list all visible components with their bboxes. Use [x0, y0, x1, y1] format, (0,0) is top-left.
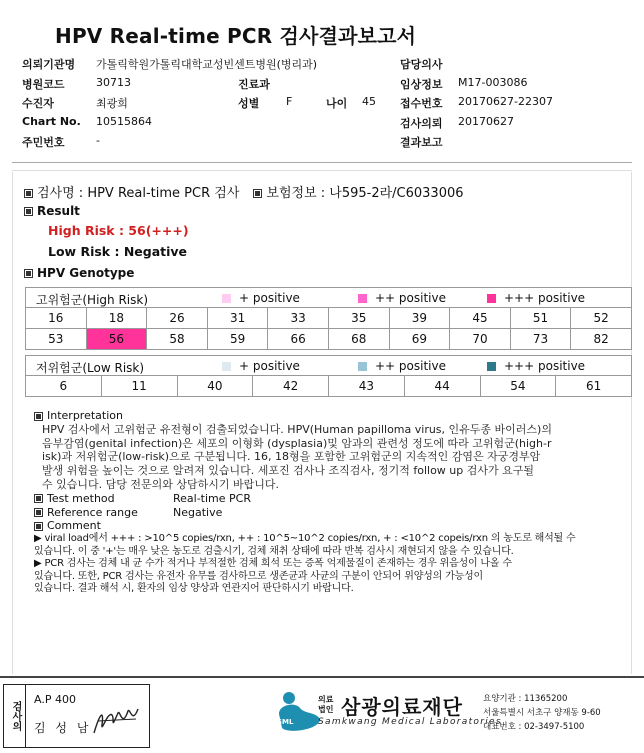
genotype-cell: 16: [26, 308, 87, 329]
field-label: 검사의뢰: [400, 116, 443, 130]
text-line: 발생 위험을 높이는 것으로 알려져 있습니다. 세포진 검사나 조직검사, 정기적 follow up 검사가 요구될: [42, 464, 535, 478]
text-line: ▶ PCR 검사는 검체 내 균 수가 적거나 부적절한 검체 희석 또는 증폭 억제물질이 존재하는 경우 위음성이 나올 수: [34, 558, 512, 570]
genotype-cell: 82: [571, 329, 632, 350]
legend-item: + positive: [222, 291, 300, 305]
divider: [12, 162, 632, 163]
text-line: ▶ viral load에서 +++ : >10^5 copies/rxn, ++ : 10^5~10^2 copies/rxn, + : <10^2 copeis/rxn 의 농도로 해석될 수: [34, 533, 576, 545]
genotype-cell: 6: [26, 376, 102, 397]
header-row: [22, 132, 632, 152]
organization-english-name: Samkwang Medical Laboratories: [318, 717, 502, 727]
legend-item: + positive: [222, 359, 300, 373]
checkbox-icon: [34, 494, 43, 503]
reference-range: Reference range Negative: [34, 506, 624, 520]
genotype-cell: 35: [328, 308, 389, 329]
legend-item: +++ positive: [487, 291, 585, 305]
genotype-cell: 45: [450, 308, 511, 329]
info-line: 요양기관 : 11365200: [483, 694, 568, 704]
genotype-row: [26, 376, 632, 397]
genotype-cell: 31: [207, 308, 268, 329]
signature-box: [3, 684, 150, 748]
legend-swatch: [358, 362, 367, 371]
genotype-cell: 33: [268, 308, 329, 329]
genotype-cell: 11: [101, 376, 177, 397]
sml-logo-icon: [276, 688, 322, 734]
comment-heading: Comment: [34, 519, 624, 533]
text-line: 음부감염(genital infection)은 세포의 이형화 (dysplasia)및 암과의 관련성 정도에 따라 고위험군(high-r: [42, 436, 552, 450]
header-row: [22, 93, 632, 113]
field-value: 가톨릭학원가톨릭대학교성빈센트병원(병리과): [96, 58, 318, 71]
legend-swatch: [222, 362, 231, 371]
high-risk-caption-row: [26, 288, 632, 308]
genotype-cell: 40: [177, 376, 253, 397]
text-line: 있습니다. 또한, PCR 검사는 유전자 유무를 검사하므로 생존균과 사균의 구분이 안되어 위양성의 가능성이: [34, 570, 483, 582]
field-value: 최광희: [96, 97, 128, 110]
field-label: 성별: [238, 97, 260, 110]
high-risk-caption: 고위험군(High Risk): [36, 293, 148, 307]
field-label: 의뢰기관명: [22, 58, 76, 71]
organization-info: [483, 692, 601, 734]
genotype-cell: 42: [253, 376, 329, 397]
sign-side-label: 검사의: [4, 685, 26, 747]
footer-divider: [0, 676, 644, 678]
genotype-cell: 53: [26, 329, 87, 350]
genotype-cell: 59: [207, 329, 268, 350]
genotype-cell: 51: [510, 308, 571, 329]
field-value: -: [96, 134, 100, 147]
field-value: 30713: [96, 75, 131, 89]
genotype-cell: 43: [329, 376, 405, 397]
checkbox-icon: [24, 189, 33, 198]
genotype-cell: 18: [86, 308, 147, 329]
genotype-cell: 73: [510, 329, 571, 350]
genotype-cell: 26: [147, 308, 208, 329]
interpretation-section: [34, 409, 624, 596]
checkbox-icon: [34, 508, 43, 517]
genotype-cell: 70: [450, 329, 511, 350]
legend-item: ++ positive: [358, 291, 446, 305]
legend-item: ++ positive: [358, 359, 446, 373]
text-line: 수 있습니다. 담당 전문의와 상담하시기 바랍니다.: [42, 477, 279, 491]
header-row: [22, 113, 632, 133]
checkbox-icon: [24, 269, 33, 278]
field-value: 10515864: [96, 114, 152, 128]
genotype-cell: 58: [147, 329, 208, 350]
legend-item: +++ positive: [487, 359, 585, 373]
info-line: 서울특별시 서초구 양재동 9-60: [483, 708, 601, 718]
text-line: HPV 검사에서 고위험군 유전형이 검출되었습니다. HPV(Human papilloma virus, 인유두종 바이러스)의: [42, 422, 552, 436]
organization-name: 삼광의료재단: [341, 695, 463, 719]
header-info: [22, 54, 632, 152]
field-value: 20170627-22307: [458, 95, 553, 108]
genotype-cell: 52: [571, 308, 632, 329]
field-value: 45: [362, 95, 376, 108]
field-label: 수진자: [22, 97, 54, 110]
legend-swatch: [358, 294, 367, 303]
genotype-cell: 54: [480, 376, 556, 397]
field-label: 진료과: [238, 77, 270, 91]
header-row: [22, 74, 632, 94]
legend-swatch: [222, 294, 231, 303]
header-row: [22, 54, 632, 74]
logo-text: SML: [277, 718, 294, 726]
genotype-cell: 39: [389, 308, 450, 329]
signature-mark: [90, 703, 142, 739]
test-method: Test method Real-time PCR: [34, 492, 624, 506]
genotype-cell: 61: [556, 376, 632, 397]
text-line: isk)과 저위험군(low-risk)으로 구분됩니다. 16, 18형을 포함한 고위험군의 지속적인 감염은 자궁경부암: [42, 450, 541, 464]
report-title: HPV Real-time PCR 검사결과보고서: [55, 24, 417, 48]
genotype-row: [26, 308, 632, 329]
genotype-cell: 66: [268, 329, 329, 350]
field-value: M17-003086: [458, 75, 528, 89]
field-label: Chart No.: [22, 114, 81, 128]
field-value: 20170627: [458, 114, 514, 128]
field-label: 주민번호: [22, 136, 65, 149]
genotype-heading: HPV Genotype: [24, 266, 134, 280]
interpretation-text: [34, 423, 624, 492]
low-risk-caption-row: [26, 356, 632, 376]
info-line: 대표번호 : 02-3497-5100: [483, 722, 585, 732]
high-risk-genotype-table: [25, 287, 632, 350]
checkbox-icon: [34, 412, 43, 421]
test-name: 검사명 : HPV Real-time PCR 검사: [37, 186, 240, 201]
interpretation-heading: Interpretation: [34, 409, 624, 423]
sign-title: A.P 400: [34, 693, 76, 706]
field-label: 접수번호: [400, 97, 443, 110]
legend-swatch: [487, 294, 496, 303]
field-label: 나이: [326, 97, 348, 110]
genotype-row: [26, 329, 632, 350]
checkbox-icon: [24, 207, 33, 216]
field-label: 병원코드: [22, 77, 65, 91]
org-type: 의료 법인: [318, 695, 334, 714]
field-label: 결과보고: [400, 136, 443, 149]
low-risk-genotype-table: [25, 355, 632, 397]
checkbox-icon: [34, 522, 43, 531]
insurance-info: 보험정보 : 나595-2라/C6033006: [266, 186, 464, 201]
low-risk-result: Low Risk : Negative: [48, 244, 188, 259]
low-risk-caption: 저위험군(Low Risk): [36, 361, 145, 375]
comment-text: [34, 533, 624, 596]
high-risk-result: High Risk : 56(+++): [48, 223, 189, 238]
genotype-cell-positive: 56: [86, 329, 147, 350]
genotype-cell: 69: [389, 329, 450, 350]
checkbox-icon: [253, 189, 262, 198]
field-label: 담당의사: [400, 58, 443, 71]
field-label: 임상정보: [400, 77, 443, 91]
divider: [12, 170, 632, 171]
field-value: F: [286, 95, 293, 108]
text-line: 있습니다. 이 중 '+'는 매우 낮은 농도로 검출시기, 검체 채취 상태에 따라 반복 검사시 재현되지 않을 수 있습니다.: [34, 545, 514, 557]
result-heading: Result: [24, 204, 80, 218]
legend-swatch: [487, 362, 496, 371]
genotype-cell: 44: [404, 376, 480, 397]
exam-info: [24, 182, 464, 201]
text-line: 있습니다. 결과 해석 시, 환자의 임상 양상과 연관지어 판단하시기 바랍니다.: [34, 583, 354, 595]
genotype-cell: 68: [328, 329, 389, 350]
sign-name: 김 성 남: [34, 721, 92, 735]
